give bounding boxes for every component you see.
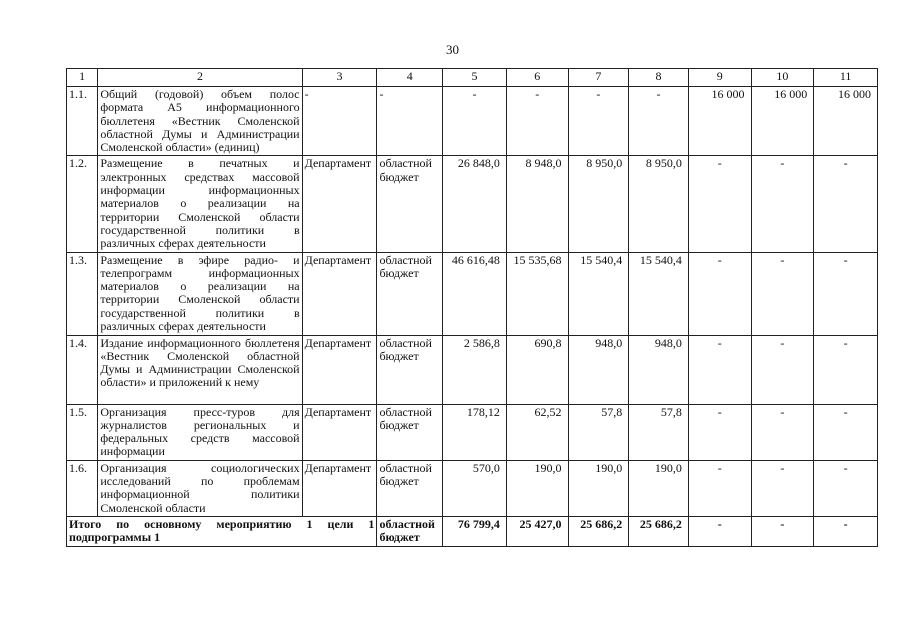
value-cell-y5: - bbox=[751, 156, 814, 252]
funding-source-cell: - bbox=[377, 87, 443, 156]
funding-source-cell: областной бюджет bbox=[377, 404, 443, 460]
value-cell-y4: - bbox=[688, 335, 751, 404]
value-cell-y6: - bbox=[814, 404, 878, 460]
value-cell-y5: - bbox=[751, 404, 814, 460]
value-cell-y5: - bbox=[751, 460, 814, 516]
value-cell-y4: - bbox=[688, 252, 751, 335]
row-number: 1.6. bbox=[67, 460, 98, 516]
activity-name: Размещение в печатных и электронных средствах массовой информации информационных материалов о реализации на территории Смоленской области государственной политики в различных сферах деятельности bbox=[98, 156, 302, 252]
table-row bbox=[67, 404, 878, 460]
value-cell-y4: 16 000 bbox=[688, 87, 751, 156]
value-cell-y5: 16 000 bbox=[751, 87, 814, 156]
column-number-9: 9 bbox=[688, 69, 751, 87]
funding-source-cell: областной бюджет bbox=[377, 460, 443, 516]
value-cell-y1: 15 535,68 bbox=[506, 252, 568, 335]
value-cell-y1: 690,8 bbox=[506, 335, 568, 404]
activity-name: Размещение в эфире радио- и телепрограмм информационных материалов о реализации на территории Смоленской области государственной политики в различных сферах деятельности bbox=[98, 252, 302, 335]
total-row bbox=[67, 516, 878, 546]
value-cell-y2: 57,8 bbox=[568, 404, 629, 460]
executor-cell: Департамент bbox=[302, 252, 377, 335]
row-number: 1.5. bbox=[67, 404, 98, 460]
value-cell-y2: 190,0 bbox=[568, 460, 629, 516]
value-cell-y3: 8 950,0 bbox=[629, 156, 689, 252]
executor-cell: - bbox=[302, 87, 377, 156]
funding-source-cell: областной бюджет bbox=[377, 156, 443, 252]
table-row bbox=[67, 87, 878, 156]
value-cell-y5: - bbox=[751, 252, 814, 335]
value-cell-y6: - bbox=[814, 252, 878, 335]
value-cell-y6: - bbox=[814, 460, 878, 516]
column-number-5: 5 bbox=[443, 69, 507, 87]
value-cell-y4: - bbox=[688, 404, 751, 460]
value-cell-y6: - bbox=[814, 335, 878, 404]
value-cell-y2: 8 950,0 bbox=[568, 156, 629, 252]
value-cell-y1: 8 948,0 bbox=[506, 156, 568, 252]
executor-cell: Департамент bbox=[302, 460, 377, 516]
executor-cell: Департамент bbox=[302, 404, 377, 460]
value-cell-total: 46 616,48 bbox=[443, 252, 507, 335]
table-row bbox=[67, 335, 878, 404]
value-cell-total: 570,0 bbox=[443, 460, 507, 516]
value-cell-y6: - bbox=[814, 156, 878, 252]
value-cell-total: 26 848,0 bbox=[443, 156, 507, 252]
value-cell-y1: 62,52 bbox=[506, 404, 568, 460]
value-cell-y3: 57,8 bbox=[629, 404, 689, 460]
column-number-2: 2 bbox=[98, 69, 302, 87]
value-cell-total: - bbox=[443, 87, 507, 156]
value-cell-y2: 948,0 bbox=[568, 335, 629, 404]
total-value-y2: 25 686,2 bbox=[568, 516, 629, 546]
value-cell-y1: 190,0 bbox=[506, 460, 568, 516]
executor-cell: Департамент bbox=[302, 156, 377, 252]
value-cell-y4: - bbox=[688, 156, 751, 252]
column-number-row bbox=[67, 69, 878, 87]
activity-name: Организация социологических исследований по проблемам информационной политики Смоленской области bbox=[98, 460, 302, 516]
column-number-6: 6 bbox=[506, 69, 568, 87]
total-value-y5: - bbox=[751, 516, 814, 546]
column-number-1: 1 bbox=[67, 69, 98, 87]
budget-table bbox=[66, 68, 878, 547]
total-value-y3: 25 686,2 bbox=[629, 516, 689, 546]
funding-source-cell: областной бюджет bbox=[377, 516, 443, 546]
value-cell-y2: - bbox=[568, 87, 629, 156]
value-cell-y6: 16 000 bbox=[814, 87, 878, 156]
value-cell-y5: - bbox=[751, 335, 814, 404]
value-cell-y3: 15 540,4 bbox=[629, 252, 689, 335]
total-value-total: 76 799,4 bbox=[443, 516, 507, 546]
page-number: 30 bbox=[446, 42, 459, 57]
value-cell-y4: - bbox=[688, 460, 751, 516]
row-number: 1.3. bbox=[67, 252, 98, 335]
value-cell-y1: - bbox=[506, 87, 568, 156]
table-row bbox=[67, 252, 878, 335]
row-number: 1.4. bbox=[67, 335, 98, 404]
activity-name: Издание информационного бюллетеня «Вестник Смоленской областной Думы и Администрации Смоленской области» и приложений к нему bbox=[98, 335, 302, 404]
total-row-label: Итого по основному мероприятию 1 цели 1 подпрограммы 1 bbox=[67, 516, 377, 546]
column-number-10: 10 bbox=[751, 69, 814, 87]
column-number-11: 11 bbox=[814, 69, 878, 87]
value-cell-y3: - bbox=[629, 87, 689, 156]
value-cell-y2: 15 540,4 bbox=[568, 252, 629, 335]
total-value-y4: - bbox=[688, 516, 751, 546]
table-row bbox=[67, 156, 878, 252]
executor-cell: Департамент bbox=[302, 335, 377, 404]
total-value-y1: 25 427,0 bbox=[506, 516, 568, 546]
column-number-3: 3 bbox=[302, 69, 377, 87]
value-cell-total: 2 586,8 bbox=[443, 335, 507, 404]
column-number-4: 4 bbox=[377, 69, 443, 87]
activity-name: Организация пресс-туров для журналистов региональных и федеральных средств массовой информации bbox=[98, 404, 302, 460]
value-cell-y3: 190,0 bbox=[629, 460, 689, 516]
column-number-7: 7 bbox=[568, 69, 629, 87]
table-row bbox=[67, 460, 878, 516]
column-number-8: 8 bbox=[629, 69, 689, 87]
row-number: 1.2. bbox=[67, 156, 98, 252]
value-cell-total: 178,12 bbox=[443, 404, 507, 460]
total-value-y6: - bbox=[814, 516, 878, 546]
activity-name: Общий (годовой) объем полос формата А5 информационного бюллетеня «Вестник Смоленской областной Думы и Администрации Смоленской области» (единиц) bbox=[98, 87, 302, 156]
funding-source-cell: областной бюджет bbox=[377, 335, 443, 404]
value-cell-y3: 948,0 bbox=[629, 335, 689, 404]
funding-source-cell: областной бюджет bbox=[377, 252, 443, 335]
row-number: 1.1. bbox=[67, 87, 98, 156]
